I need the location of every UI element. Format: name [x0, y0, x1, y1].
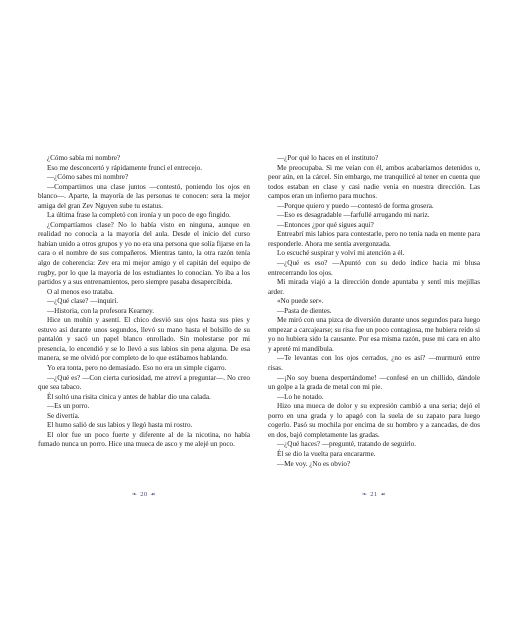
paragraph: —¿Qué haces? —pregunté, tratando de seguirlo.: [277, 440, 416, 449]
ornament-right-icon: ☙: [150, 492, 157, 498]
paragraph: —Eso es desagradable —farfullé arrugando mi nariz.: [277, 211, 430, 220]
paragraph: —Es un porro.: [47, 402, 90, 411]
paragraph: ¿Compartíamos clase? No lo había visto en ninguna, aunque en realidad no conocía a la mayoría del aula. Desde el inicio del curso habían unido a otros grupos y yo no era una persona que solía fijarse en la cara o el nombre de sus compañeros. Mientras tanto, la otra razón tenía algo de coherencia: Zev era mi mejor amigo y el capitán del equipo de rugby, por lo que la mayoría de los estudiantes lo conocían. Yo iba a los partidos y a sus entrenamientos, pero siempre pasaba desapercibida.: [38, 220, 250, 287]
paragraph: La última frase la completó con ironía y un poco de ego fingido.: [47, 211, 231, 220]
paragraph: —¡No soy buena despertándome! —confesé en un chillido, dándole un golpe a la grada de metal con mi pie.: [268, 373, 480, 392]
paragraph: —Historia, con la profesora Kearney.: [47, 306, 155, 315]
paragraph: —Compartimos una clase juntos —contestó, poniendo los ojos en blanco—. Aparte, la mayoría de las personas te conocen: sera la mejor amiga del gran Zev Nguyen sube tu estatus.: [38, 182, 250, 210]
paragraph: Entreabrí mis labios para contestarle, pero no tenía nada en mente para responderle. Ahora me sentía avergonzada.: [268, 230, 480, 248]
paragraph: —¿Por qué lo haces en el instituto?: [277, 154, 379, 162]
paragraph: El humo salió de sus labios y llegó hasta mi rostro.: [47, 421, 193, 430]
page-number-right: 21: [370, 491, 378, 499]
paragraph: —Lo he notado.: [277, 392, 324, 401]
paragraph: —Entonces ¿por qué sigues aquí?: [277, 220, 374, 229]
paragraph: O al menos eso trataba.: [47, 287, 114, 296]
paragraph: Me miró con una pizca de diversión durante unos segundos para luego empezar a carcajearse; su risa fue un poco contagiosa, me hubiera reído si yo no hubiera sido la causante. Por esa misma razón, puse mi cara en alto y apreté mi mandíbula.: [268, 316, 480, 353]
right-page-folio: [268, 491, 480, 498]
paragraph: —Porque quiero y puedo —contestó de forma grosera.: [277, 201, 434, 210]
ornament-right-icon: ☙: [380, 492, 387, 498]
paragraph: Lo escuché suspirar y volví mi atención a él.: [277, 249, 405, 258]
left-page-folio: [38, 491, 250, 498]
paragraph: Se divertía.: [47, 411, 80, 420]
paragraph: —¿Cómo sabes mi nombre?: [47, 173, 129, 182]
paragraph: Eso me desconcertó y rápidamente fruncí el entrecejo.: [47, 163, 203, 172]
paragraph: Yo era tonta, pero no demasiado. Eso no era un simple cigarro.: [47, 364, 227, 373]
paragraph: Me preocupaba. Si me veían con él, ambos acabaríamos detenidos o, peor aún, en la cárcel. Sin embargo, me tranquilicé al tener en cuenta que todos estaban en clase y casi nadie venía en nuestra dirección. Las campos eran un infierno para muchos.: [268, 163, 480, 201]
right-page-text: [268, 154, 480, 469]
paragraph: —¿Qué es eso? —Apuntó con su dedo índice hacia mi blusa entrecerrando los ojos.: [268, 259, 480, 277]
paragraph: ¿Cómo sabía mi nombre?: [47, 154, 121, 162]
paragraph: —Pasta de dientes.: [277, 306, 332, 315]
left-page-text: [38, 154, 250, 450]
paragraph: Hice un mohín y asentí. El chico desvió sus ojos hasta sus pies y estuvo así durante unos segundos, llevó su mano hasta el bolsillo de su pantalón y sacó un papel blanco enrollado. Sin molestarse por mi presencia, lo encendió y se lo llevó a sus labios sin pena alguna. De esa manera, se me olvidó por completo de lo que estábamos hablando.: [38, 316, 250, 363]
ornament-left-icon: ❧: [131, 492, 138, 498]
ornament-left-icon: ❧: [361, 492, 368, 498]
paragraph: El olor fue un poco fuerte y diferente al de la nicotina, no había fumado nunca un porro. Hice una mueca de asco y me alejé un poco.: [38, 430, 250, 449]
paragraph: Hizo una mueca de dolor y su expresión cambió a una seria; dejó el porro en una grada y lo apagó con la suela de su zapato para luego cogerlo. Pasó su mochila por encima de su hombro y a zancadas, de dos en dos, bajó completamente las gradas.: [268, 402, 480, 439]
paragraph: —Me voy. ¿No es obvio?: [277, 459, 351, 468]
paragraph: Mi mirada viajó a la dirección donde apuntaba y sentí mis mejillas arder.: [268, 278, 480, 296]
paragraph: «No puede ser».: [277, 297, 324, 306]
paragraph: Él se dio la vuelta para encararme.: [277, 449, 376, 458]
paragraph: —¿Qué clase? —inquirí.: [47, 297, 119, 306]
page-number-left: 20: [140, 491, 148, 499]
paragraph: —¿Qué es? —Con cierta curiosidad, me atreví a preguntar—. No creo que sea tabaco.: [38, 373, 250, 392]
paragraph: Él soltó una risita cínica y antes de hablar dio una calada.: [47, 392, 211, 401]
paragraph: —Te levantas con los ojos cerrados, ¿no es así? —murmuró entre risas.: [268, 354, 480, 373]
